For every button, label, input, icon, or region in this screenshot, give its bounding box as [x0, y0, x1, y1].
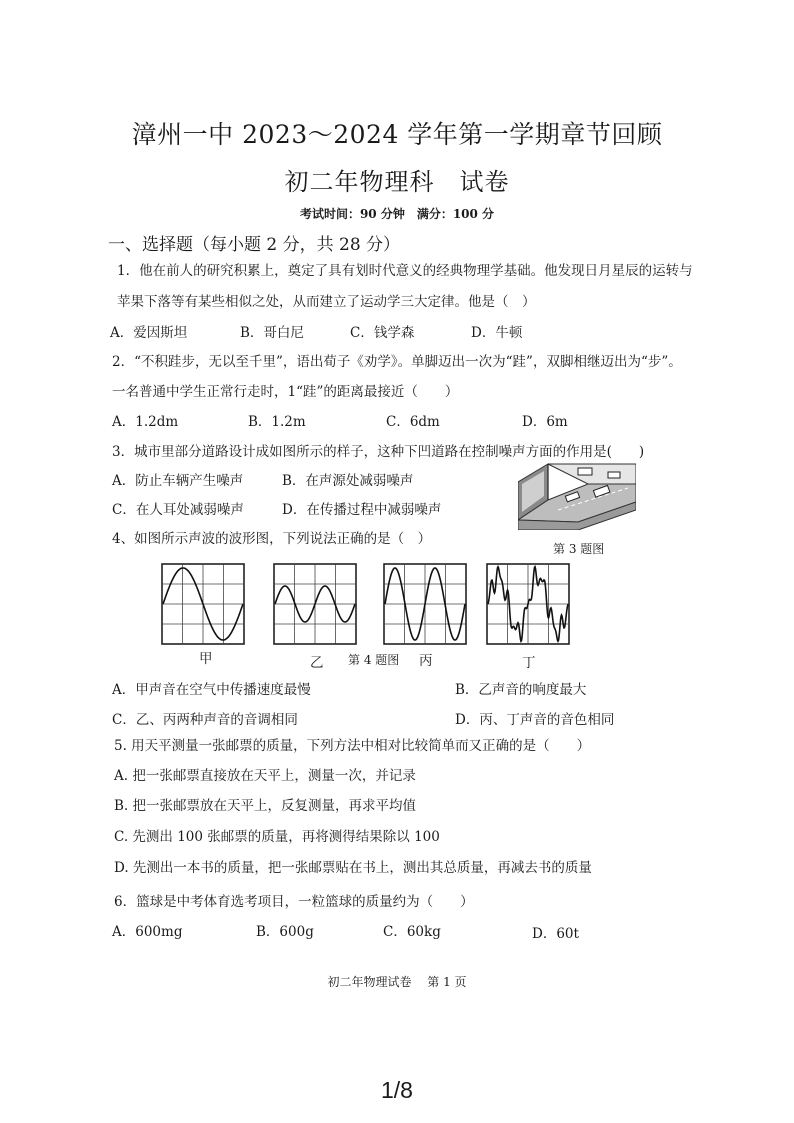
waveform-ding	[486, 563, 570, 645]
q2-option-d: D．6m	[522, 414, 568, 430]
q6-option-a: A．600mg	[112, 924, 183, 940]
q6-line1: 6．篮球是中考体育选考项目，一粒篮球的质量约为（ ）	[114, 894, 474, 910]
waveform-yi	[273, 563, 357, 645]
wave-label-ding: 丁	[522, 655, 536, 671]
q3-figure-caption: 第 3 题图	[553, 542, 605, 556]
exam-meta: 考试时间：90 分钟 满分：100 分	[299, 207, 495, 221]
q2-option-a: A．1.2dm	[112, 414, 179, 430]
wave-label-yi: 乙	[310, 655, 324, 671]
waveform-jia	[161, 563, 245, 645]
q2-line2: 一名普通中学生正常行走时，1“跬”的距离最接近（ ）	[112, 384, 459, 400]
q3-option-b: B．在声源处减弱噪声	[282, 473, 414, 489]
q2-option-b: B．1.2m	[248, 414, 306, 430]
q3-option-c: C．在人耳处减弱噪声	[112, 502, 244, 518]
exam-subtitle: 初二年物理科 试卷	[284, 168, 510, 196]
q5-option-c: C. 先测出 100 张邮票的质量，再将测得结果除以 100	[114, 829, 440, 845]
waveform-bing	[383, 563, 467, 645]
q2-line1: 2．“不积跬步，无以至千里”，语出荀子《劝学》。单脚迈出一次为“跬”，双脚相继迈出为“步”。	[112, 354, 682, 370]
sunken-road-figure	[518, 462, 636, 530]
q6-option-b: B．600g	[256, 924, 314, 940]
q2-option-c: C．6dm	[386, 414, 440, 430]
q5-option-d: D. 先测出一本书的质量，把一张邮票贴在书上，测出其总质量，再减去书的质量	[114, 860, 592, 876]
q1-line1: 1．他在前人的研究积累上，奠定了具有划时代意义的经典物理学基础。他发现日月星辰的运转与	[117, 263, 693, 279]
wave-label-jia: 甲	[199, 651, 213, 667]
q3-line1: 3．城市里部分道路设计成如图所示的样子，这种下凹道路在控制噪声方面的作用是( )	[112, 444, 645, 460]
q1-option-a: A．爱因斯坦	[110, 325, 188, 341]
q5-option-b: B. 把一张邮票放在天平上，反复测量，再求平均值	[114, 798, 417, 814]
section-heading: 一、选择题（每小题 2 分，共 28 分）	[108, 235, 401, 255]
q5-option-a: A. 把一张邮票直接放在天平上，测量一次，并记录	[114, 768, 416, 784]
q3-option-a: A．防止车辆产生噪声	[112, 473, 244, 489]
q4-figure-caption: 第 4 题图	[348, 653, 400, 667]
q4-option-c: C．乙、丙两种声音的音调相同	[112, 712, 298, 728]
q1-option-c: C．钱学森	[350, 325, 415, 341]
q1-option-d: D．牛顿	[471, 325, 523, 341]
q4-option-d: D．丙、丁声音的音色相同	[455, 712, 615, 728]
q4-option-b: B．乙声音的响度最大	[455, 682, 587, 698]
q3-option-d: D．在传播过程中减弱噪声	[282, 502, 442, 518]
q1-option-b: B．哥白尼	[240, 325, 304, 341]
exam-title: 漳州一中 2023～2024 学年第一学期章节回顾	[131, 120, 663, 149]
q4-option-a: A．甲声音在空气中传播速度最慢	[112, 682, 311, 698]
page-indicator: 1/8	[381, 1077, 413, 1103]
q6-option-d: D．60t	[532, 926, 579, 942]
q6-option-c: C．60kg	[383, 924, 441, 940]
page-footer: 初二年物理试卷 第 1 页	[327, 975, 467, 989]
q1-line2: 苹果下落等有某些相似之处，从而建立了运动学三大定律。他是（ ）	[117, 294, 536, 310]
q4-line1: 4、如图所示声波的波形图，下列说法正确的是（ ）	[112, 531, 432, 547]
q5-line1: 5. 用天平测量一张邮票的质量，下列方法中相对比较简单而又正确的是（ ）	[114, 738, 591, 754]
wave-label-bing: 丙	[419, 653, 433, 669]
